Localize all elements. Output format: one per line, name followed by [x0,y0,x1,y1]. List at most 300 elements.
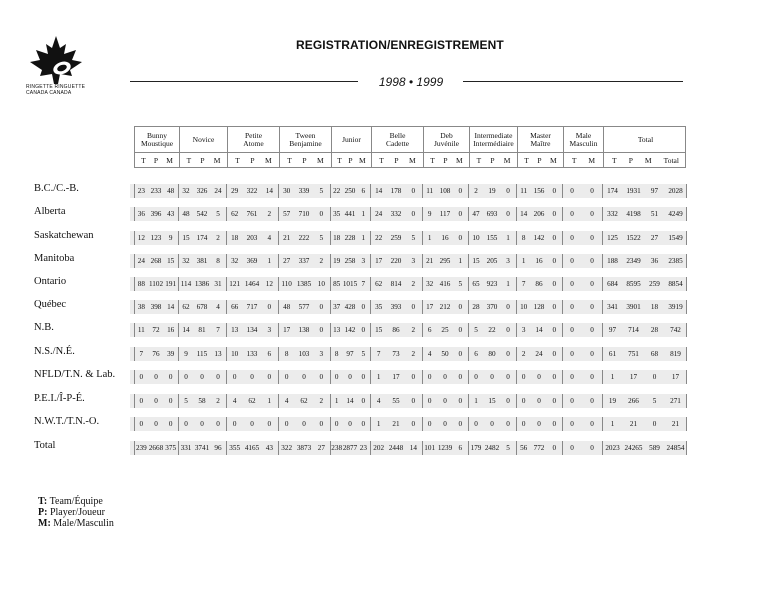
table-cell: 21 [392,420,400,428]
table-cell: 2 [319,257,324,265]
table-cell: 25 [441,326,449,334]
table-cell: 22 [333,187,341,195]
category-header [423,127,469,152]
table-cell: 441 [344,210,356,218]
table-cell: 86 [535,280,543,288]
table-cell: 13 [333,326,341,334]
season-label: 1998 • 1999 [378,75,444,89]
table-cell: 4198 [626,210,641,218]
table-cell: 3 [319,350,324,358]
table-cell: 15 [472,257,480,265]
table-cell: 742 [670,326,681,334]
category-header [331,127,371,152]
table-cell: 220 [390,257,402,265]
column-divider [686,277,687,291]
table-cell: 0 [427,373,432,381]
province-label: B.C./C.-B. [34,183,79,194]
table-cell: 923 [486,280,498,288]
column-divider [686,417,687,431]
table-cell: 332 [390,210,402,218]
table-cell: 1 [361,210,366,218]
table-cell: 13 [214,350,222,358]
sub-header-label: T [337,155,342,165]
table-cell: 3 [411,257,416,265]
table-cell: 0 [267,420,272,428]
table-cell: 0 [216,373,220,381]
table-cell: 110 [281,280,292,288]
table-cell: 0 [411,303,416,311]
table-cell: 96 [214,444,222,452]
category-header-row [134,126,686,152]
table-cell: 2023 [605,444,620,452]
sub-header-label: P [628,155,633,165]
table-cell: 6 [427,326,432,334]
category-label: Total [637,134,654,144]
table-cell: 97 [650,187,659,195]
table-cell: 18 [333,234,341,242]
table-cell: 14 [346,397,354,405]
table-cell: 97 [346,350,354,358]
table-cell: 14 [409,444,417,452]
table-cell: 174 [607,187,618,195]
table-cell: 121 [229,280,241,288]
table-cell: 5 [184,397,188,405]
table-cell: 9 [427,210,432,218]
table-cell: 0 [267,303,272,311]
sub-header-label: T [287,155,292,165]
table-cell: 35 [333,210,341,218]
category-header [371,127,423,152]
table-cell: 134 [246,326,258,334]
table-cell: 4 [284,397,289,405]
table-cell: 1 [427,234,432,242]
table-cell: 0 [506,187,510,195]
table-cell: 4249 [668,210,683,218]
table-cell: 101 [424,444,436,452]
table-cell: 1 [334,397,339,405]
table-cell: 3 [361,257,366,265]
table-cell: 396 [150,210,162,218]
table-cell: 5 [319,187,324,195]
table-cell: 0 [552,326,557,334]
table-cell: 0 [552,373,557,381]
table-cell: 3901 [626,303,641,311]
table-cell: 0 [652,420,657,428]
table-cell: 15 [167,257,175,265]
table-cell: 259 [649,280,660,288]
table-cell: 1522 [626,234,641,242]
header-rule-left [130,81,358,82]
legend [38,496,114,529]
table-cell: 589 [649,444,660,452]
sub-header-group [603,153,687,167]
sub-header-group [135,153,179,167]
sub-header-label: M [359,155,366,165]
sub-header-label: M [503,155,511,165]
table-cell: 4 [267,234,272,242]
table-cell: 0 [250,373,254,381]
sub-header-row [134,152,686,168]
table-cell: 2482 [484,444,500,452]
province-label: N.S./N.É. [34,346,75,357]
sub-header-label: T [476,155,482,165]
table-cell: 62 [182,303,190,311]
table-cell: 0 [319,420,324,428]
table-cell: 0 [458,420,463,428]
table-cell: 717 [246,303,258,311]
table-cell: 0 [570,187,574,195]
table-cell: 814 [390,280,402,288]
table-cell: 693 [486,210,498,218]
province-label: NFLD/T.N. & Lab. [34,369,116,380]
table-cell: 0 [267,373,272,381]
table-cell: 86 [392,326,400,334]
sub-header-label: T [141,155,146,165]
table-cell: 322 [246,187,258,195]
table-cell: 0 [302,373,306,381]
table-cell: 21 [671,420,680,428]
table-cell: 5 [474,326,478,334]
table-cell: 2028 [668,187,683,195]
table-cell: 428 [344,303,356,311]
table-cell: 3 [506,257,510,265]
table-cell: 68 [650,350,659,358]
table-cell: 1 [506,234,510,242]
table-cell: 14 [375,187,383,195]
table-cell: 1385 [296,280,312,288]
table-cell: 2 [267,210,272,218]
table-cell: 678 [196,303,208,311]
table-cell: 1931 [626,187,641,195]
table-cell: 0 [232,373,237,381]
table-cell: 10 [317,280,325,288]
sub-header-label: T [430,155,435,165]
table-cell: 266 [628,397,639,405]
table-cell: 2 [319,397,324,405]
table-cell: 0 [490,420,494,428]
table-cell: 0 [590,280,594,288]
sub-header-label: M [265,155,272,165]
table-cell: 0 [570,444,574,452]
sub-header-label: P [490,155,495,165]
sub-header-group [563,153,603,167]
sub-header-label: P [537,155,542,165]
table-cell: 21 [629,420,638,428]
province-label: Manitoba [34,253,75,264]
table-cell: 30 [283,187,291,195]
table-cell: 0 [570,234,574,242]
table-cell: 97 [608,326,617,334]
table-cell: 22 [375,234,383,242]
table-cell: 0 [590,397,594,405]
category-label: Novice [192,134,215,144]
table-cell: 142 [344,326,356,334]
table-cell: 16 [535,257,543,265]
table-cell: 2668 [148,444,164,452]
table-cell: 0 [411,420,416,428]
table-cell: 8 [521,234,526,242]
table-cell: 714 [628,326,639,334]
table-cell: 115 [196,350,208,358]
table-cell: 3741 [194,444,210,452]
table-cell: 50 [441,350,449,358]
table-cell: 0 [570,326,574,334]
table-cell: 1239 [437,444,453,452]
table-cell: 88 [137,280,145,288]
sub-header-label: M [588,155,596,165]
table-cell: 0 [458,326,463,334]
table-cell: 51 [650,210,659,218]
sub-header-label: M [213,155,221,165]
table-cell: 24265 [624,444,643,452]
table-cell: 85 [333,280,341,288]
table-cell: 31 [214,280,222,288]
table-cell: 0 [590,210,594,218]
table-cell: 0 [552,350,557,358]
table-cell: 24 [214,187,222,195]
table-cell: 10 [520,303,528,311]
table-cell: 0 [411,210,416,218]
table-cell: 0 [521,373,526,381]
sub-header-label: P [302,155,307,165]
table-cell: 4165 [244,444,260,452]
table-cell: 27 [317,444,325,452]
column-divider [686,370,687,384]
table-cell: 0 [552,420,557,428]
table-cell: 133 [246,350,258,358]
table-cell: 0 [537,373,541,381]
table-cell: 18 [231,234,239,242]
category-label: Master Maître [530,130,551,148]
table-cell: 1 [376,420,381,428]
table-cell: 188 [607,257,618,265]
sub-header-label: T [524,155,529,165]
table-cell: 1549 [668,234,683,242]
table-cell: 73 [392,350,400,358]
category-label: Intermediate Intermédiaire [473,130,514,148]
legend-team: T: Team/Équipe [38,496,103,507]
table-cell: 1 [474,397,478,405]
table-cell: 0 [552,280,557,288]
table-cell: 370 [486,303,498,311]
table-cell: 39 [167,350,175,358]
table-cell: 1 [361,234,366,242]
table-cell: 0 [506,303,510,311]
table-cell: 0 [552,444,557,452]
table-cell: 4 [216,303,220,311]
table-cell: 0 [139,420,144,428]
table-cell: 0 [458,303,463,311]
table-cell: 21 [426,257,434,265]
table-cell: 250 [344,187,356,195]
table-cell: 36 [650,257,659,265]
table-cell: 58 [198,397,206,405]
table-cell: 577 [298,303,310,311]
table-cell: 29 [231,187,239,195]
table-cell: 5 [319,234,324,242]
table-cell: 62 [300,397,308,405]
table-cell: 28 [472,303,480,311]
category-label: Petite Atome [243,130,264,148]
table-cell: 117 [439,210,451,218]
table-cell: 331 [180,444,192,452]
table-cell: 1102 [148,280,164,288]
table-cell: 398 [150,303,162,311]
table-cell: 0 [361,420,366,428]
table-cell: 43 [167,210,175,218]
category-label: Junior [342,134,361,144]
table-cell: 271 [670,397,681,405]
table-cell: 0 [154,420,158,428]
table-cell: 7 [521,280,526,288]
table-cell: 1 [376,373,381,381]
table-cell: 0 [302,420,306,428]
table-cell: 55 [392,397,400,405]
table-cell: 76 [152,350,160,358]
table-cell: 7 [139,350,144,358]
table-cell: 38 [137,303,145,311]
table-cell: 47 [472,210,480,218]
table-cell: 43 [265,444,273,452]
table-cell: 0 [570,350,574,358]
table-cell: 0 [216,420,220,428]
table-cell: 0 [521,397,526,405]
table-cell: 142 [533,234,545,242]
table-cell: 103 [298,350,310,358]
table-cell: 0 [590,234,594,242]
table-cell: 8595 [626,280,641,288]
table-cell: 0 [443,420,447,428]
table-cell: 2448 [388,444,404,452]
table-cell: 205 [486,257,498,265]
province-label: N.B. [34,322,54,333]
table-cell: 0 [319,373,324,381]
table-cell: 4 [427,350,432,358]
table-cell: 0 [334,420,339,428]
table-cell: 17 [671,373,680,381]
table-cell: 0 [139,373,144,381]
table-cell: 5 [458,280,463,288]
table-cell: 5 [506,444,510,452]
table-cell: 238 [331,444,343,452]
table-cell: 15 [182,234,190,242]
table-cell: 16 [167,326,175,334]
table-cell: 2 [411,350,416,358]
table-cell: 6 [267,350,272,358]
table-cell: 48 [167,187,175,195]
table-cell: 179 [470,444,482,452]
table-cell: 0 [552,257,557,265]
sub-header-label: T [379,155,384,165]
table-cell: 16 [441,234,449,242]
table-cell: 1 [506,280,510,288]
table-cell: 14 [520,210,528,218]
table-cell: 0 [552,187,557,195]
table-cell: 3 [267,326,272,334]
sub-header-label: P [443,155,448,165]
table-cell: 233 [150,187,162,195]
table-cell: 381 [196,257,208,265]
table-cell: 3873 [296,444,312,452]
table-cell: 0 [361,303,366,311]
category-header [469,127,517,152]
table-cell: 7 [361,280,366,288]
legend-player: P: Player/Joueur [38,507,105,518]
table-cell: 2 [474,187,478,195]
table-cell: 72 [152,326,160,334]
sub-header-group [423,153,469,167]
table-cell: 57 [283,210,291,218]
table-cell: 36 [137,210,145,218]
table-cell: 108 [439,187,451,195]
table-cell: 19 [333,257,341,265]
table-cell: 7 [216,326,220,334]
table-cell: 8 [334,350,339,358]
table-cell: 0 [361,373,366,381]
column-divider [686,441,687,455]
table-cell: 0 [184,420,188,428]
column-divider [686,347,687,361]
logo-line-1: RINGETTE RINGUETTE [26,84,86,90]
table-cell: 1464 [244,280,260,288]
sub-header-group [371,153,423,167]
table-cell: 239 [135,444,147,452]
table-cell: 27 [650,234,659,242]
table-cell: 0 [652,373,657,381]
table-cell: 156 [533,187,545,195]
sub-header-label: M [550,155,557,165]
table-cell: 375 [165,444,177,452]
category-label: Tween Benjamine [289,130,322,148]
province-label: Total [34,440,56,451]
table-cell: 14 [182,326,190,334]
table-cell: 12 [137,234,145,242]
table-cell: 9 [184,350,188,358]
table-cell: 0 [361,326,366,334]
table-cell: 81 [198,326,206,334]
table-cell: 9 [168,234,173,242]
table-cell: 0 [590,187,594,195]
table-cell: 0 [139,397,144,405]
table-cell: 48 [182,210,190,218]
province-label: Ontario [34,276,67,287]
column-divider [686,394,687,408]
table-cell: 3 [521,326,526,334]
table-cell: 0 [348,420,352,428]
column-divider [686,323,687,337]
table-cell: 0 [319,326,324,334]
table-cell: 0 [590,350,594,358]
table-cell: 0 [154,373,158,381]
sub-header-label: P [200,155,205,165]
table-cell: 0 [521,420,526,428]
table-cell: 542 [196,210,208,218]
table-cell: 0 [319,303,324,311]
table-cell: 0 [443,373,447,381]
sub-header-label: T [235,155,240,165]
table-row [130,394,686,408]
table-cell: 4 [376,397,381,405]
table-cell: 0 [537,397,541,405]
table-cell: 2385 [668,257,683,265]
column-divider [686,300,687,314]
table-cell: 295 [439,257,451,265]
table-cell: 14 [265,187,273,195]
column-divider [686,231,687,245]
table-cell: 0 [590,303,594,311]
sub-header-label: M [166,155,173,165]
table-cell: 32 [182,257,190,265]
